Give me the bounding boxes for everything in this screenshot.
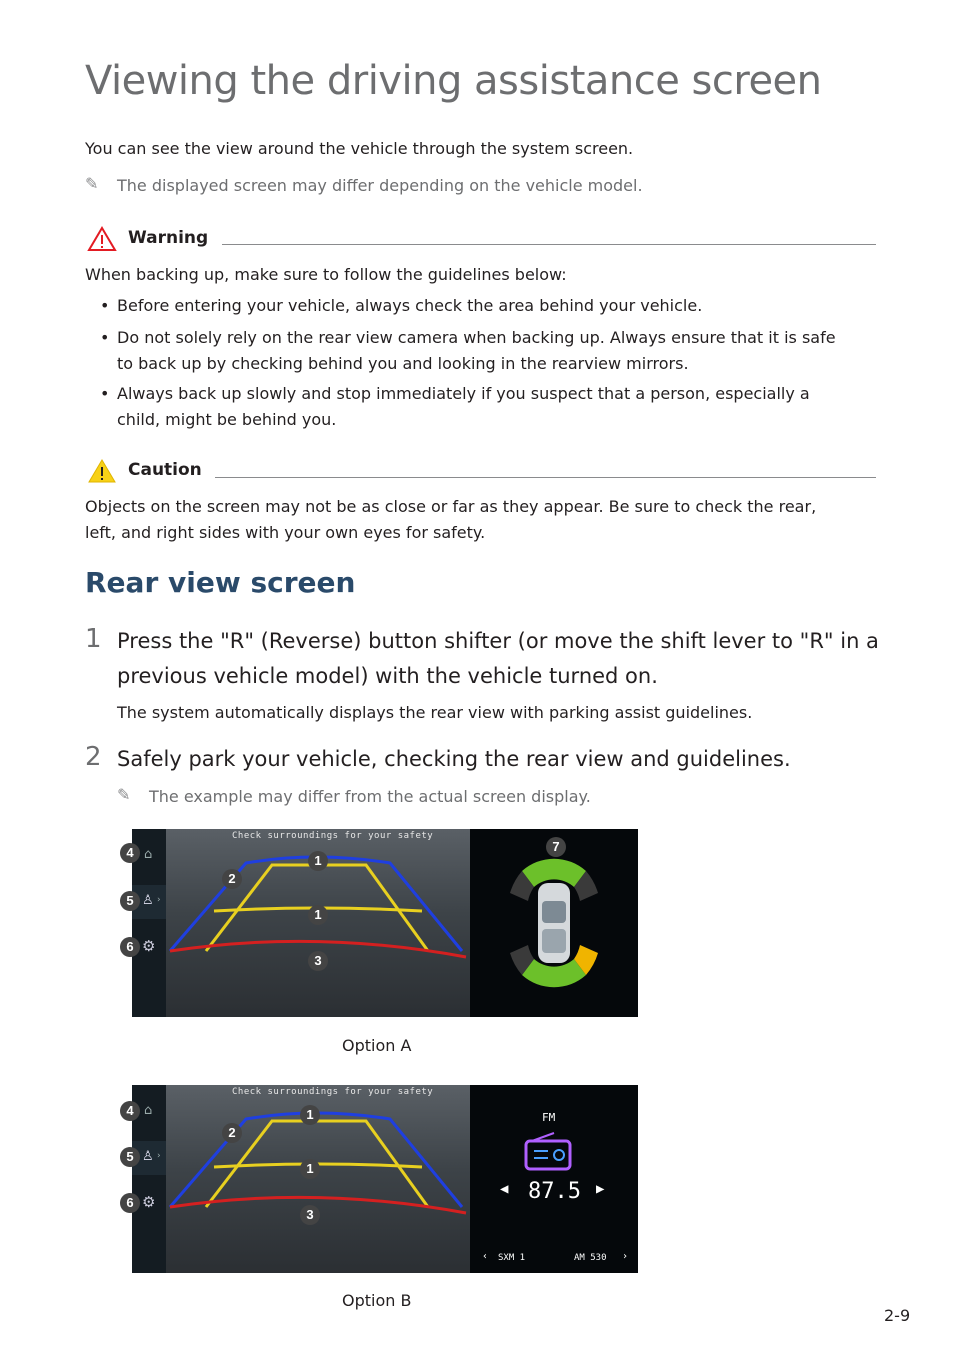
preset-next-icon[interactable]: › bbox=[622, 1251, 629, 1262]
callout-1: 1 bbox=[308, 851, 328, 871]
caution-heading: Caution bbox=[128, 460, 202, 480]
warning-bullet-2-cont: to back up by checking behind you and looking in the rearview mirrors. bbox=[117, 354, 689, 373]
warning-bullet-3: Always back up slowly and stop immediately if you suspect that a person, especially a bbox=[117, 384, 810, 403]
parking-sensor-icon: ♙ bbox=[142, 1149, 154, 1164]
bullet-dot: • bbox=[100, 296, 110, 315]
rear-view-screen-option-b bbox=[126, 1085, 638, 1273]
callout-1: 1 bbox=[300, 1105, 320, 1125]
parking-sensor-icon: ♙ bbox=[142, 893, 154, 908]
warning-divider bbox=[222, 244, 876, 245]
caution-text-line1: Objects on the screen may not be as close or far as they appear. Be sure to check the rear, bbox=[85, 497, 817, 516]
step2-note: The example may differ from the actual screen display. bbox=[149, 787, 591, 806]
callout-6: 6 bbox=[120, 937, 140, 957]
caution-triangle-icon bbox=[87, 458, 117, 484]
preset-prev-icon[interactable]: ‹ bbox=[482, 1251, 489, 1262]
figure-caption-a: Option A bbox=[342, 1036, 412, 1055]
step1-description: The system automatically displays the rear view with parking assist guidelines. bbox=[117, 703, 753, 722]
bullet-dot: • bbox=[100, 328, 110, 347]
step-number: 2 bbox=[85, 742, 102, 772]
note-row bbox=[85, 174, 98, 193]
warning-triangle-icon bbox=[87, 226, 117, 252]
section-heading: Rear view screen bbox=[85, 566, 356, 599]
callout-5: 5 bbox=[120, 1147, 140, 1167]
settings-gear-icon[interactable]: ⚙ bbox=[142, 1193, 156, 1211]
prev-arrow-icon[interactable]: ◀ bbox=[500, 1181, 509, 1197]
safety-banner: Check surroundings for your safety bbox=[232, 831, 434, 841]
radio-panel bbox=[470, 1085, 638, 1273]
chevron-right-icon: › bbox=[157, 895, 161, 905]
home-icon: ⌂ bbox=[144, 1103, 153, 1118]
parking-sensor-panel bbox=[470, 829, 638, 1017]
figure-caption-b: Option B bbox=[342, 1291, 412, 1310]
caution-text-line2: left, and right sides with your own eyes for safety. bbox=[85, 523, 486, 542]
step1-line2: previous vehicle model) with the vehicle turned on. bbox=[117, 664, 658, 688]
chevron-right-icon: › bbox=[157, 1151, 161, 1161]
safety-banner: Check surroundings for your safety bbox=[232, 1087, 434, 1097]
note-text: The displayed screen may differ depending on the vehicle model. bbox=[117, 176, 643, 195]
settings-gear-icon[interactable]: ⚙ bbox=[142, 937, 156, 955]
warning-lead: When backing up, make sure to follow the guidelines below: bbox=[85, 265, 567, 284]
callout-2: 2 bbox=[222, 869, 242, 889]
callout-3: 3 bbox=[300, 1205, 320, 1225]
radio-frequency: 87.5 bbox=[528, 1179, 581, 1204]
step2-text: Safely park your vehicle, checking the rear view and guidelines. bbox=[117, 747, 791, 771]
callout-1: 1 bbox=[300, 1159, 320, 1179]
preset-left[interactable]: SXM 1 bbox=[498, 1253, 526, 1263]
callout-3: 3 bbox=[308, 951, 328, 971]
intro-text: You can see the view around the vehicle through the system screen. bbox=[85, 139, 634, 158]
parking-sensor-diagram bbox=[470, 829, 638, 1017]
note-pencil-icon: ✎ bbox=[85, 174, 99, 193]
warning-heading: Warning bbox=[128, 228, 209, 248]
note-row bbox=[117, 785, 130, 804]
page-number: 2-9 bbox=[884, 1306, 911, 1325]
callout-4: 4 bbox=[120, 843, 140, 863]
radio-band: FM bbox=[542, 1111, 556, 1124]
warning-bullet-1: Before entering your vehicle, always check the area behind your vehicle. bbox=[117, 296, 703, 315]
step1-line1: Press the "R" (Reverse) button shifter (or move the shift lever to "R" in a bbox=[117, 629, 879, 653]
radio-icon bbox=[522, 1131, 582, 1173]
bullet-dot: • bbox=[100, 384, 110, 403]
warning-bullet-3-cont: child, might be behind you. bbox=[117, 410, 337, 429]
callout-4: 4 bbox=[120, 1101, 140, 1121]
warning-bullet-2: Do not solely rely on the rear view camera when backing up. Always ensure that it is safe bbox=[117, 328, 836, 347]
note-pencil-icon: ✎ bbox=[117, 785, 131, 804]
step-number: 1 bbox=[85, 624, 102, 654]
rear-view-screen-option-a bbox=[126, 829, 638, 1017]
callout-5: 5 bbox=[120, 891, 140, 911]
caution-divider bbox=[215, 477, 876, 478]
callout-2: 2 bbox=[222, 1123, 242, 1143]
preset-right[interactable]: AM 530 bbox=[574, 1253, 607, 1263]
callout-6: 6 bbox=[120, 1193, 140, 1213]
home-icon: ⌂ bbox=[144, 847, 153, 862]
callout-1: 1 bbox=[308, 905, 328, 925]
page-title: Viewing the driving assistance screen bbox=[85, 58, 822, 104]
callout-7: 7 bbox=[546, 837, 566, 857]
next-arrow-icon[interactable]: ▶ bbox=[596, 1181, 605, 1197]
